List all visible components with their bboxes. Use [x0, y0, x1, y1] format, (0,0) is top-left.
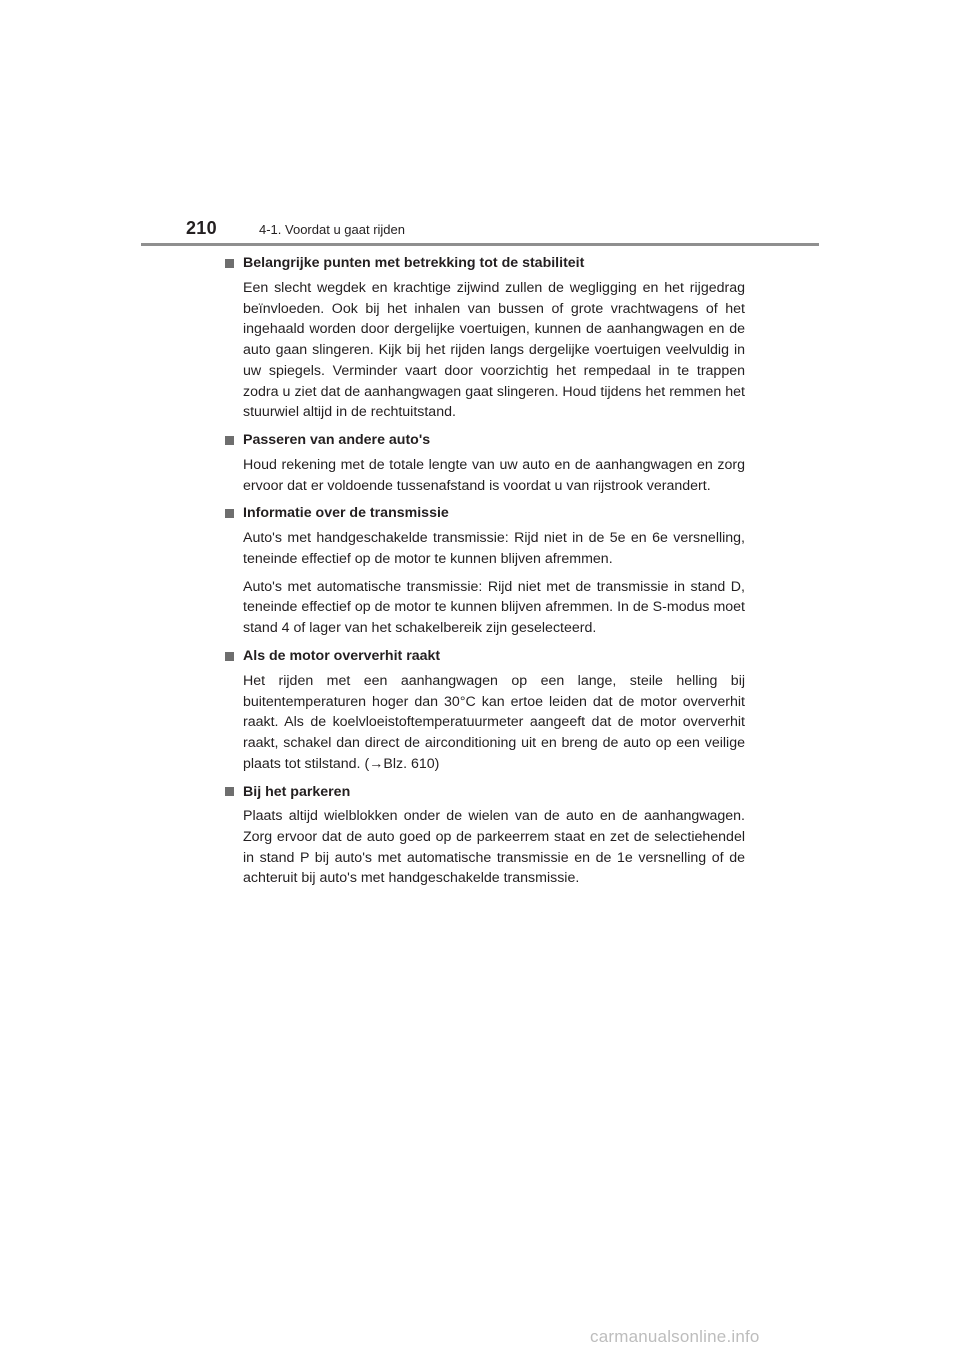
section-heading — [225, 503, 745, 524]
section-stability — [225, 253, 745, 423]
square-bullet-icon — [225, 436, 234, 445]
square-bullet-icon — [225, 259, 234, 268]
section-heading — [225, 430, 745, 451]
header-divider — [141, 243, 819, 246]
square-bullet-icon — [225, 509, 234, 518]
section-heading-text: Informatie over de transmissie — [243, 505, 449, 522]
section-heading-text: Passeren van andere auto's — [243, 432, 431, 449]
section-heading — [225, 253, 745, 274]
chapter-label: 4-1. Voordat u gaat rijden — [259, 222, 405, 237]
section-passing — [225, 430, 745, 496]
body-paragraph: Een slecht wegdek en krachtige zijwind zullen de wegligging en het rijgedrag beïnvloeden. Ook bij het inhalen van bussen of grote vrachtwagens of het ingehaald worden door dergelijke voertuigen, kunnen de aanhangwagen en de auto gaan slingeren. Kijk bij het rijden langs dergelijke voertuigen veelvuldig in uw spiegels. Verminder vaart door voorzichtig het rempedaal in te trappen zodra u ziet dat de aanhangwagen gaat slingeren. Houd tijdens het remmen het stuurwiel altijd in de rechtuitstand. — [243, 280, 745, 421]
square-bullet-icon — [225, 652, 234, 661]
section-heading-text: Belangrijke punten met betrekking tot de stabiliteit — [243, 255, 585, 272]
page-number: 210 — [186, 218, 217, 238]
square-bullet-icon — [225, 787, 234, 796]
section-parking — [225, 781, 745, 889]
watermark: carmanualsonline.info — [590, 1327, 760, 1346]
page-content — [225, 253, 745, 896]
section-transmission — [225, 503, 745, 639]
page-header — [0, 0, 960, 250]
section-heading — [225, 781, 745, 802]
section-heading — [225, 646, 745, 667]
section-heading-text: Als de motor oververhit raakt — [243, 647, 441, 664]
body-paragraph: Plaats altijd wielblokken onder de wielen van de auto en de aanhangwagen. Zorg ervoor dat de auto goed op de parkeerrem staat en zet de selectiehendel in stand P bij auto's met automatische transmissie en de 1e versnelling of de achteruit bij auto's met handgeschakelde transmissie. — [243, 808, 745, 887]
body-paragraph: Houd rekening met de totale lengte van uw auto en de aanhangwagen en zorg ervoor dat er voldoende tussenafstand is voordat u van rijstrook verandert. — [243, 456, 745, 494]
body-paragraph: Auto's met handgeschakelde transmissie: Rijd niet in de 5e en 6e versnelling, teneinde effectief op de motor te kunnen blijven afremmen. — [243, 530, 745, 568]
section-overheating — [225, 646, 745, 775]
section-heading-text: Bij het parkeren — [243, 783, 351, 800]
body-paragraph: Auto's met automatische transmissie: Rijd niet met de transmissie in stand D, teneinde effectief op de motor te kunnen blijven afremmen. In de S-modus moet stand 4 of lager van het schakelbereik zijn geselecteerd. — [243, 578, 745, 637]
body-paragraph: Het rijden met een aanhangwagen op een lange, steile helling bij buitentemperaturen hoger dan 30°C kan ertoe leiden dat de motor oververhit raakt. Als de koelvloeistoftemperatuurmeter aangeeft dat de motor oververhit raakt, schakel dan direct de airconditioning uit en breng de auto op een veilige plaats tot stilstand. (→Blz. 610) — [243, 672, 745, 772]
